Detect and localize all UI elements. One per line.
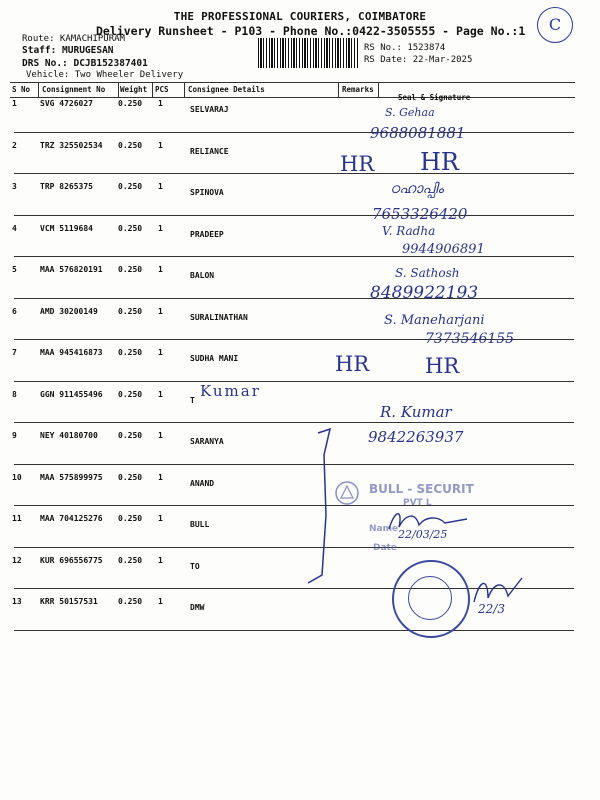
row-consignee: PRADEEP — [190, 229, 224, 239]
row-separator — [14, 464, 574, 465]
stamp-logo-icon — [334, 478, 360, 508]
col-remarks: Remarks — [342, 85, 374, 94]
row-weight: 0.250 — [118, 431, 143, 440]
handwriting-row7-remark: HR — [335, 352, 370, 376]
row-weight: 0.250 — [118, 182, 143, 191]
round-seal-stamp — [392, 560, 470, 638]
row-sno: 9 — [12, 431, 17, 440]
row-weight: 0.250 — [118, 140, 143, 150]
row-consignment-no: MAA 945416873 — [40, 348, 103, 357]
row-weight: 0.250 — [118, 223, 143, 233]
row-pcs: 1 — [158, 555, 163, 565]
handwriting-row9-name: R. Kumar — [380, 403, 452, 421]
col-sno: S No — [12, 85, 31, 94]
handwriting-row9-phone: 9842263937 — [368, 428, 464, 446]
row-weight: 0.250 — [118, 597, 143, 606]
col-weight: Weight — [120, 85, 148, 94]
handwriting-row6-phone: 7373546155 — [425, 331, 515, 347]
row-sno: 3 — [12, 182, 17, 191]
rs-date: RS Date: 22-Mar-2025 — [364, 55, 473, 65]
row-separator — [14, 173, 574, 174]
row-consignee: RELIANCE — [190, 146, 229, 156]
row-consignee: SARANYA — [190, 437, 224, 446]
row-sno: 11 — [12, 514, 22, 523]
handwriting-row13-date: 22/3 — [478, 602, 505, 616]
row-separator — [14, 422, 574, 423]
row-pcs: 1 — [158, 348, 163, 357]
barcode — [258, 38, 358, 68]
col-seal-signature: Seal & Signature — [398, 93, 471, 102]
circled-mark: C — [537, 7, 573, 43]
handwriting-row3-signature: ഠഹാപ്പിം — [390, 181, 444, 197]
row-pcs: 1 — [158, 597, 163, 606]
staff-label: Staff: MURUGESAN — [22, 45, 114, 56]
handwriting-row1-name: S. Gehaa — [385, 106, 435, 119]
row-consignee: ANAND — [190, 478, 215, 488]
row-pcs: 1 — [158, 306, 163, 316]
row-weight: 0.250 — [118, 514, 143, 523]
handwriting-row11-date: 22/03/25 — [398, 528, 448, 541]
row-sno: 12 — [12, 555, 22, 565]
row-consignee: DMW — [190, 603, 205, 612]
row-pcs: 1 — [158, 182, 163, 191]
handwriting-row1-phone: 9688081881 — [370, 124, 466, 142]
row-consignment-no: MAA 575899975 — [40, 472, 103, 482]
company-stamp: BULL - SECURIT PVT L Name Date — [369, 482, 474, 553]
row-pcs: 1 — [158, 431, 163, 440]
company-title: THE PROFESSIONAL COURIERS, COIMBATORE — [173, 10, 427, 23]
row-sno: 1 — [12, 99, 17, 108]
row-consignee: SPINOVA — [190, 188, 224, 197]
route-label: Route: KAMACHIPURAM — [22, 34, 125, 44]
row-sno: 10 — [12, 472, 22, 482]
row-pcs: 1 — [158, 223, 163, 233]
row-pcs: 1 — [158, 99, 163, 108]
row-separator — [14, 630, 574, 631]
col-consignment: Consignment No — [42, 85, 106, 94]
row-pcs: 1 — [158, 140, 163, 150]
row-consignee: BALON — [190, 271, 215, 280]
row-consignee: T — [190, 395, 195, 405]
row-separator — [14, 298, 574, 299]
row-consignee: SELVARAJ — [190, 105, 229, 114]
row-consignment-no: TRZ 325502534 — [40, 140, 103, 150]
row-consignee: BULL — [190, 520, 210, 529]
row-weight: 0.250 — [118, 348, 143, 357]
row-sno: 7 — [12, 348, 17, 357]
row-sno: 6 — [12, 306, 17, 316]
handwriting-row4-phone: 9944906891 — [402, 242, 485, 257]
rs-number: RS No.: 1523874 — [364, 43, 446, 53]
row-weight: 0.250 — [118, 389, 143, 399]
row-consignment-no: KUR 696556775 — [40, 555, 103, 565]
col-consignee: Consignee Details — [188, 85, 265, 94]
row-pcs: 1 — [158, 514, 163, 523]
handwriting-row2-remark: HR — [340, 152, 375, 176]
row-pcs: 1 — [158, 265, 163, 274]
row-consignment-no: GGN 911455496 — [40, 389, 103, 399]
handwriting-row5-phone: 8489922193 — [370, 283, 479, 303]
row-sno: 13 — [12, 597, 22, 606]
row-weight: 0.250 — [118, 265, 143, 274]
row-weight: 0.250 — [118, 555, 143, 565]
handwriting-row5-name: S. Sathosh — [395, 266, 460, 280]
row-separator — [14, 132, 574, 133]
row-consignment-no: TRP 8265375 — [40, 182, 93, 191]
row-consignment-no: NEY 40180700 — [40, 431, 98, 440]
row-separator — [14, 381, 574, 382]
runsheet-title: Delivery Runsheet - P103 - Phone No.:0422-3505555 - Page No.:1 — [96, 24, 526, 38]
row-consignee: SURALINATHAN — [190, 312, 248, 322]
row-consignee: TO — [190, 561, 200, 571]
col-pcs: PCS — [155, 85, 169, 94]
handwriting-row3-phone: 7653326420 — [372, 205, 468, 223]
handwriting-row2-sign: HR — [420, 148, 459, 176]
row-pcs: 1 — [158, 472, 163, 482]
row-sno: 8 — [12, 389, 17, 399]
row-consignment-no: MAA 704125276 — [40, 514, 103, 523]
row-sno: 5 — [12, 265, 17, 274]
row-weight: 0.250 — [118, 472, 143, 482]
row-separator — [14, 215, 574, 216]
row-consignee: SUDHA MANI — [190, 354, 239, 363]
handwriting-row8-name: Kumar — [200, 382, 261, 400]
handwriting-row7-sign: HR — [425, 354, 460, 378]
vehicle-label: Vehicle: Two Wheeler Delivery — [26, 70, 184, 80]
row-weight: 0.250 — [118, 99, 143, 108]
row-consignment-no: AMD 30200149 — [40, 306, 98, 316]
row-separator — [14, 256, 574, 257]
row-weight: 0.250 — [118, 306, 143, 316]
handwriting-row6-name: S. Maneharjani — [384, 313, 485, 328]
row-consignment-no: SVG 4726027 — [40, 99, 93, 108]
row-consignment-no: VCM 5119684 — [40, 223, 93, 233]
row-pcs: 1 — [158, 389, 163, 399]
row-sno: 2 — [12, 140, 17, 150]
row-sno: 4 — [12, 223, 17, 233]
drs-number: DRS No.: DCJB152387401 — [22, 58, 148, 69]
handwriting-row4-name: V. Radha — [382, 224, 436, 238]
row-consignment-no: KRR 50157531 — [40, 597, 98, 606]
bracket-scribble — [300, 425, 340, 595]
row-consignment-no: MAA 576820191 — [40, 265, 103, 274]
